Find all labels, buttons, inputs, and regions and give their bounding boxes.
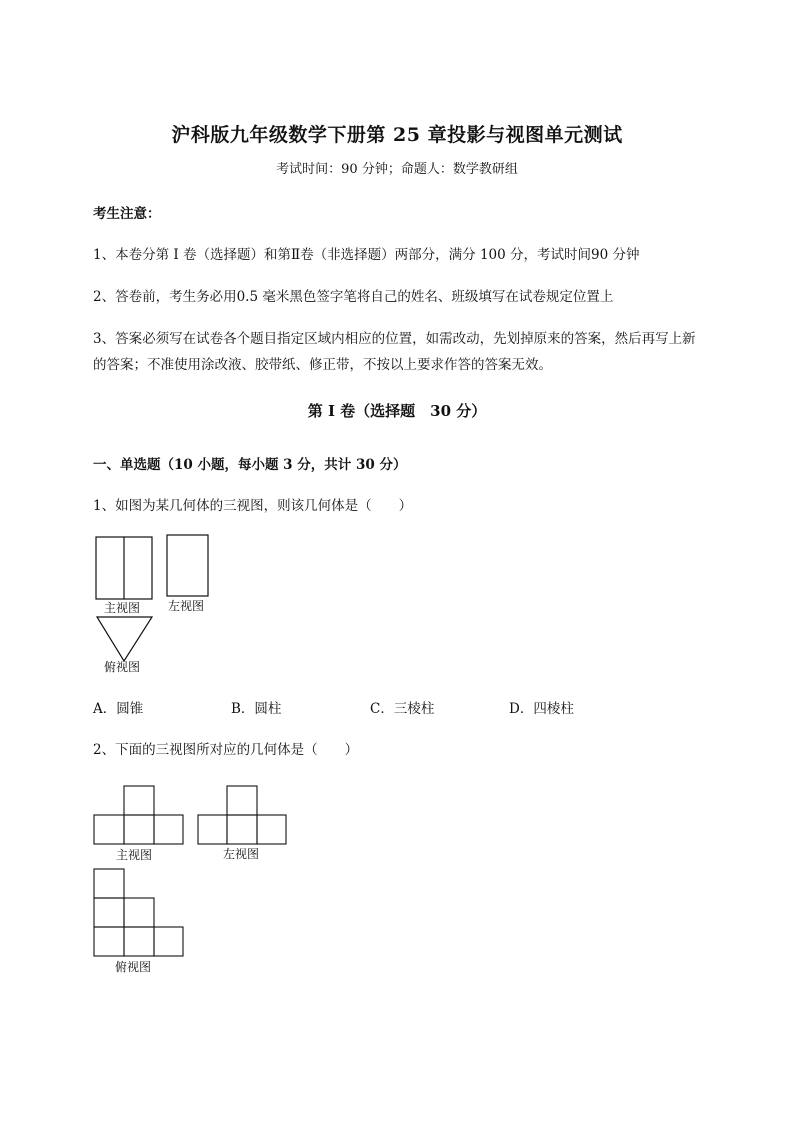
q1-option-b[interactable]: B．圆柱 [231, 701, 282, 717]
notice-item-2: 2、答卷前，考生务必用0.5 毫米黑色签字笔将自己的姓名、班级填写在试卷规定位置上 [93, 289, 614, 305]
q2-top-label: 俯视图 [115, 960, 152, 974]
q2-top-view [94, 869, 183, 956]
q1-top-label: 俯视图 [104, 660, 141, 674]
part-heading: 一、单选题（10 小题，每小题 3 分，共计 30 分） [93, 457, 407, 473]
section-title: 第 I 卷（选择题 30 分） [307, 402, 487, 420]
notice-heading: 考生注意： [93, 206, 161, 222]
q1-option-d[interactable]: D．四棱柱 [509, 701, 574, 717]
q1-left-label: 左视图 [168, 599, 205, 613]
page-title: 沪科版九年级数学下册第 25 章投影与视图单元测试 [171, 124, 623, 146]
notice-item-1: 1、本卷分第 I 卷（选择题）和第Ⅱ卷（非选择题）两部分，满分 100 分，考试时间90 分钟 [93, 247, 640, 263]
q2-left-view [198, 786, 286, 844]
question-2-stem: 2、下面的三视图所对应的几何体是（ ） [93, 742, 359, 758]
q1-top-view-triangle [97, 617, 152, 661]
q2-front-view [94, 786, 183, 844]
q2-front-label: 主视图 [116, 848, 153, 862]
question-1-stem: 1、如图为某几何体的三视图，则该几何体是（ ） [93, 498, 413, 514]
q1-left-view [167, 535, 208, 596]
exam-info: 考试时间：90 分钟；命题人：数学教研组 [276, 162, 518, 177]
question-2-figure [90, 780, 300, 980]
q1-front-label: 主视图 [104, 601, 141, 615]
q2-left-label: 左视图 [223, 847, 260, 861]
notice-item-3: 3、答案必须写在试卷各个题目指定区域内相应的位置，如需改动，先划掉原来的答案，然后再写上新 [93, 331, 696, 347]
notice-item-3-cont: 的答案；不准使用涂改液、胶带纸、修正带，不按以上要求作答的答案无效。 [93, 357, 552, 373]
q1-option-a[interactable]: A．圆锥 [93, 701, 144, 717]
question-1-figure [90, 530, 230, 680]
q1-option-c[interactable]: C．三棱柱 [370, 701, 435, 717]
